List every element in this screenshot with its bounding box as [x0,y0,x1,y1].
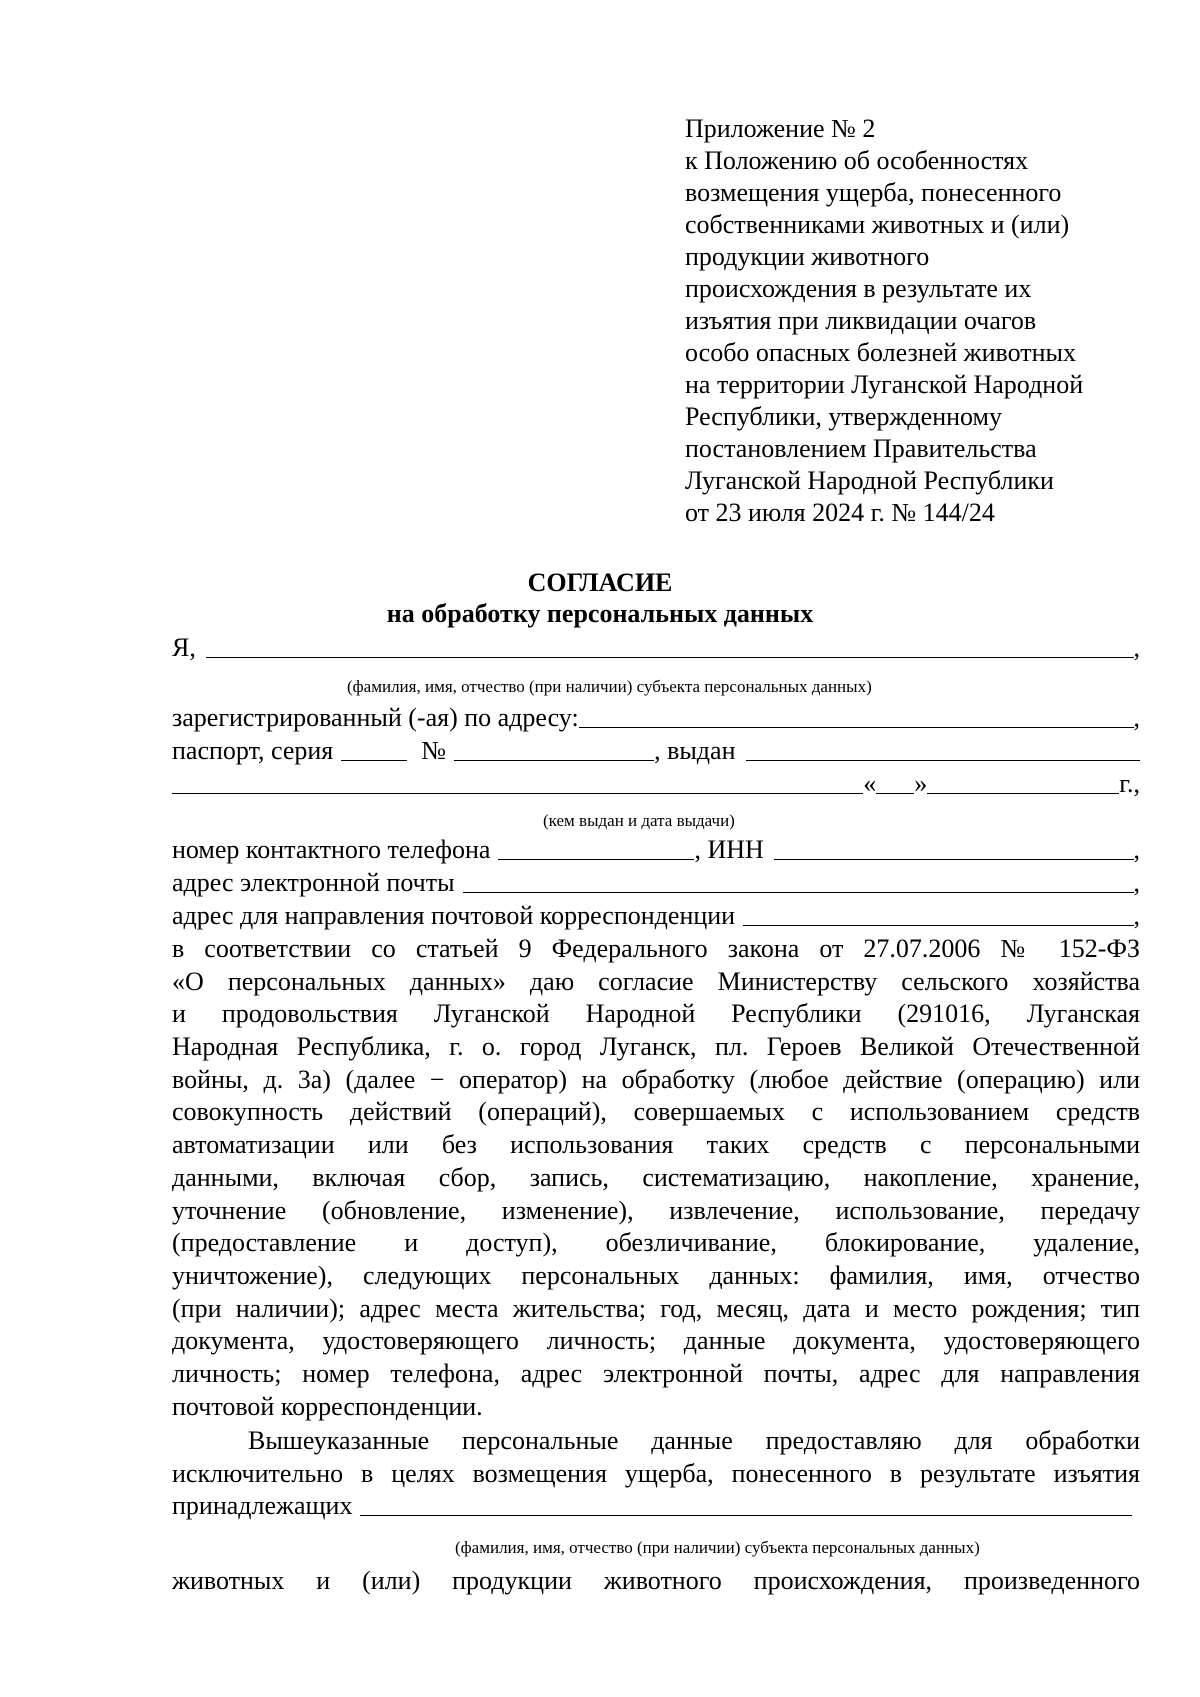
passport-label: паспорт, серия [172,736,334,765]
year-suffix: г., [1119,769,1140,798]
appendix-line: особо опасных болезней животных [685,338,1077,367]
paragraph-line: (при наличии); адрес места жительства; год, месяц, дата и место рождения; тип [172,1293,1140,1323]
inn-label: , ИНН [694,835,764,864]
phone-field[interactable] [498,835,694,860]
consent-paragraph [172,933,1140,1423]
comma: , [1133,835,1140,864]
paragraph-line: Вышеуказанные персональные данные предоставляю для обработки [248,1426,1140,1455]
email-row [172,867,1140,899]
paragraph-line: документа, удостоверяющего личность; данные документа, удостоверяющего [172,1326,1140,1356]
comma: , [1133,703,1140,732]
issue-month-year-field[interactable] [927,769,1119,794]
paragraph-line: войны, д. 3а) (далее − оператор) на обработку (любое действие (операцию) или [172,1064,1140,1094]
belonging-row [172,1490,1132,1522]
inn-field[interactable] [774,835,1134,860]
appendix-line: к Положению об особенностях [685,146,1029,175]
paragraph-line: «О персональных данных» даю согласие Министерству сельского хозяйства [172,966,1140,996]
number-label: № [421,736,447,765]
paragraph-line: и продовольствия Луганской Народной Республики (291016, Луганская [172,999,1140,1029]
issue-date-row [172,768,1140,800]
postal-label: адрес для направления почтовой корреспонденции [172,901,736,930]
quote-close: » [914,769,928,798]
issued-by-field[interactable] [746,736,1141,761]
document-title: СОГЛАСИЕ [527,568,673,597]
paragraph-line: в соответствии со статьей 9 Федерального закона от 27.07.2006 № 152-ФЗ [172,934,1140,963]
issued-by-field-2[interactable] [172,769,863,794]
passport-row [172,735,1140,767]
issued-label: , выдан [654,736,736,765]
paragraph-line: данными, включая сбор, запись, систематизацию, накопление, хранение, [172,1162,1140,1192]
address-field[interactable] [579,703,1134,728]
owner-fio-field[interactable] [360,1491,1132,1516]
animals-paragraph [172,1565,1140,1598]
registered-label: зарегистрированный (-ая) по адресу: [172,703,579,732]
appendix-block [685,113,1155,529]
appendix-line: постановлением Правительства [685,434,1037,463]
i-label: Я, [172,633,196,662]
appendix-line: на территории Луганской Народной [685,370,1084,399]
appendix-line: продукции животного [685,242,930,271]
purpose-paragraph [172,1425,1140,1490]
paragraph-line: автоматизации или без использования таких средств с персональными [172,1130,1140,1160]
paragraph-line: Народная Республика, г. о. город Луганск, пл. Героев Великой Отечественной [172,1032,1140,1062]
fio-caption: (фамилия, имя, отчество (при наличии) субъекта персональных данных) [347,677,872,696]
quote-open: « [863,769,877,798]
phone-row [172,834,1140,866]
postal-row [172,900,1140,932]
phone-label: номер контактного телефона [172,835,491,864]
passport-number-field[interactable] [454,736,654,761]
belonging-label: принадлежащих [172,1491,353,1520]
appendix-line: Приложение № 2 [685,114,876,143]
paragraph-line: уничтожение), следующих персональных данных: фамилия, имя, отчество [172,1260,1140,1290]
appendix-line: Луганской Народной Республики [685,466,1054,495]
fio-field[interactable] [206,633,1134,658]
issue-day-field[interactable] [876,769,914,794]
comma: , [1133,633,1140,662]
paragraph-line: (предоставление и доступ), обезличивание, блокирование, удаление, [172,1228,1140,1258]
paragraph-line: животных и (или) продукции животного происхождения, произведенного [172,1566,1140,1595]
paragraph-line: исключительно в целях возмещения ущерба, понесенного в результате изъятия [172,1458,1140,1488]
appendix-line: происхождения в результате их [685,274,1032,303]
email-label: адрес электронной почты [172,868,455,897]
paragraph-line: личность; номер телефона, адрес электронной почты, адрес для направления [172,1358,1140,1388]
appendix-line: Республики, утвержденному [685,402,1002,431]
issued-caption: (кем выдан и дата выдачи) [543,811,735,830]
appendix-line: возмещения ущерба, понесенного [685,178,1062,207]
paragraph-line: почтовой корреспонденции. [172,1391,483,1421]
postal-field[interactable] [743,901,1133,926]
document-subtitle: на обработку персональных данных [386,599,814,628]
appendix-line: изъятия при ликвидации очагов [685,306,1037,335]
appendix-line: собственниками животных и (или) [685,210,1070,239]
fio-row [172,632,1140,664]
paragraph-line: совокупность действий (операций), совершаемых с использованием средств [172,1097,1140,1127]
email-field[interactable] [463,868,1134,893]
appendix-line: от 23 июля 2024 г. № 144/24 [685,498,995,527]
passport-series-field[interactable] [341,736,407,761]
comma: , [1133,901,1140,930]
address-row [172,702,1140,734]
comma: , [1133,868,1140,897]
owner-fio-caption: (фамилия, имя, отчество (при наличии) субъекта персональных данных) [455,1538,980,1557]
paragraph-line: уточнение (обновление, изменение), извлечение, использование, передачу [172,1195,1140,1225]
